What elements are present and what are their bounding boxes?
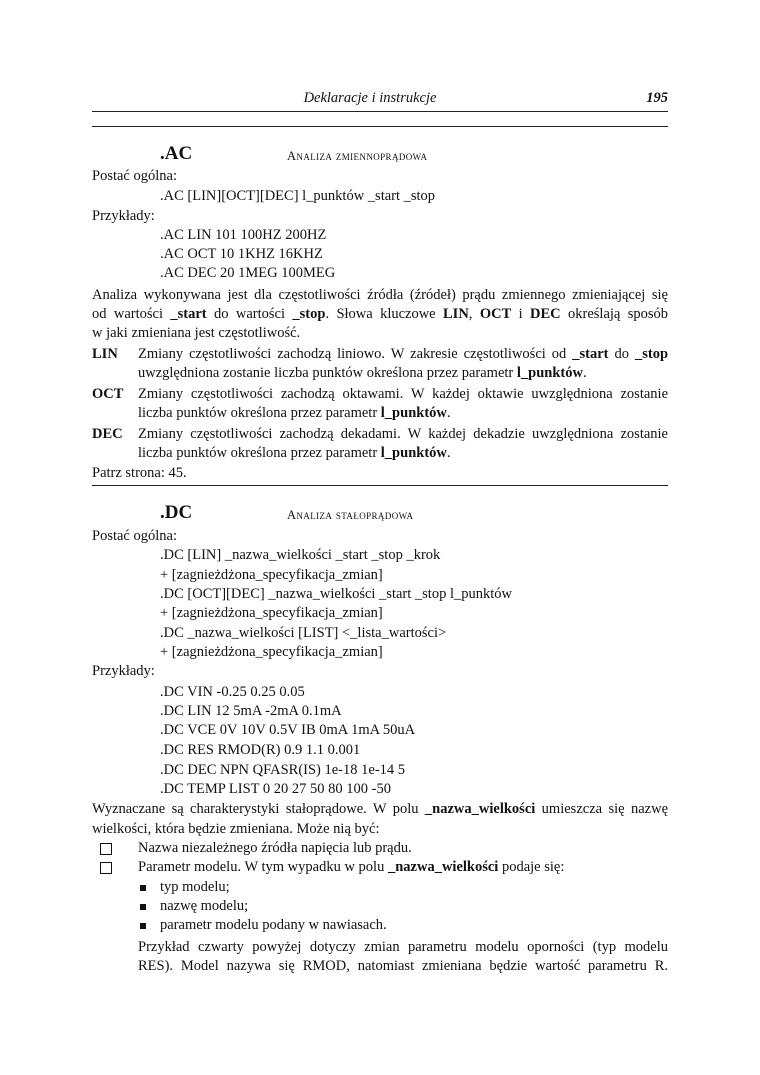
ac-examples-label: Przykłady:: [92, 208, 155, 224]
dc-syntax-1: .DC [LIN] _nazwa_wielkości _start _stop _krok: [160, 547, 441, 563]
ac-syntax: .AC [LIN][OCT][DEC] l_punktów _start _stop: [160, 188, 436, 204]
dc-syntax-6: + [zagnieżdżona_specyfikacja_zmian]: [160, 644, 383, 660]
ac-see-also: Patrz strona: 45.: [92, 465, 187, 481]
term-dec-line-2: liczba punktów określona przez parametr l_punktów.: [138, 445, 451, 461]
dc-option-1: Nazwa niezależnego źródła napięcia lub prądu.: [138, 840, 412, 856]
ac-example-2: .AC OCT 10 1KHZ 16KHZ: [160, 246, 323, 262]
bullet-square-icon: [140, 923, 146, 929]
ac-desc-line-1: Analiza wykonywana jest dla częstotliwości źródła (źródeł) prądu zmiennego zmieniającej się: [92, 287, 668, 303]
term-lin-line-2: uwzględniona zostanie liczba punktów określona przez parametr l_punktów.: [138, 365, 587, 381]
dc-syntax-label: Postać ogólna:: [92, 528, 177, 544]
dc-final-line-1: Przykład czwarty powyżej dotyczy zmian parametru modelu oporności (typ modelu: [138, 939, 668, 955]
dc-syntax-2: + [zagnieżdżona_specyfikacja_zmian]: [160, 567, 383, 583]
term-lin-line-1: Zmiany częstotliwości zachodzą liniowo. W zakresie częstotliwości od _start do _stop: [138, 346, 669, 362]
dc-heading: [92, 504, 668, 526]
term-oct-line-2: liczba punktów określona przez parametr l_punktów.: [138, 405, 451, 421]
dc-example-5: .DC DEC NPN QFASR(IS) 1e-18 1e-14 5: [160, 762, 406, 778]
checkbox-square-icon: [100, 843, 112, 855]
page-number: 195: [646, 90, 668, 106]
dc-syntax-3: .DC [OCT][DEC] _nazwa_wielkości _start _stop l_punktów: [160, 586, 512, 602]
dc-example-2: .DC LIN 12 5mA -2mA 0.1mA: [160, 703, 342, 719]
dc-command: .DC: [160, 502, 193, 523]
section-divider: [92, 485, 668, 486]
dc-title: Analiza stałoprądowa: [287, 508, 414, 522]
dc-desc-line-1: Wyznaczane są charakterystyki stałoprądowe. W polu _nazwa_wielkości umieszcza się nazwę: [92, 801, 668, 817]
dc-example-1: .DC VIN -0.25 0.25 0.05: [160, 684, 305, 700]
dc-examples-label: Przykłady:: [92, 663, 155, 679]
ac-example-1: .AC LIN 101 100HZ 200HZ: [160, 227, 327, 243]
dc-final-line-2: RES). Model nazywa się RMOD, natomiast zmieniana będzie wartość parametru R.: [138, 958, 668, 974]
term-dec-line-1: Zmiany częstotliwości zachodzą dekadami. W każdej dekadzie uwzględniona zostanie: [138, 426, 668, 442]
ac-title: Analiza zmiennoprądowa: [287, 149, 428, 163]
term-oct: OCT: [92, 386, 124, 402]
dc-syntax-5: .DC _nazwa_wielkości [LIST] <_lista_wartości>: [160, 625, 447, 641]
dc-bullet-3: parametr modelu podany w nawiasach.: [160, 917, 387, 933]
dc-bullet-2: nazwę modelu;: [160, 898, 249, 914]
term-dec: DEC: [92, 426, 123, 442]
dc-example-4: .DC RES RMOD(R) 0.9 1.1 0.001: [160, 742, 361, 758]
dc-desc-line-2: wielkości, która będzie zmieniana. Może nią być:: [92, 821, 380, 837]
term-lin: LIN: [92, 346, 118, 362]
dc-bullet-1: typ modelu;: [160, 879, 230, 895]
dc-example-6: .DC TEMP LIST 0 20 27 50 80 100 -50: [160, 781, 391, 797]
header-title: Deklaracje i instrukcje: [303, 90, 437, 106]
ac-desc-line-3: w jaki zmieniana jest częstotliwość.: [92, 325, 301, 341]
ac-heading: [92, 145, 668, 167]
ac-syntax-label: Postać ogólna:: [92, 168, 177, 184]
ac-desc-line-2: od wartości _start do wartości _stop. Słowa kluczowe LIN, OCT i DEC określają sposób: [92, 306, 669, 322]
section-rule-top: [92, 126, 668, 127]
ac-command: .AC: [160, 143, 193, 164]
running-header: [92, 90, 668, 110]
dc-example-3: .DC VCE 0V 10V 0.5V IB 0mA 1mA 50uA: [160, 722, 416, 738]
ac-example-3: .AC DEC 20 1MEG 100MEG: [160, 265, 336, 281]
header-rule: [92, 111, 668, 112]
checkbox-square-icon: [100, 862, 112, 874]
dc-syntax-4: + [zagnieżdżona_specyfikacja_zmian]: [160, 605, 383, 621]
bullet-square-icon: [140, 904, 146, 910]
dc-option-2: Parametr modelu. W tym wypadku w polu _nazwa_wielkości podaje się:: [138, 859, 565, 875]
term-oct-line-1: Zmiany częstotliwości zachodzą oktawami. W każdej oktawie uwzględniona zostanie: [138, 386, 668, 402]
bullet-square-icon: [140, 885, 146, 891]
